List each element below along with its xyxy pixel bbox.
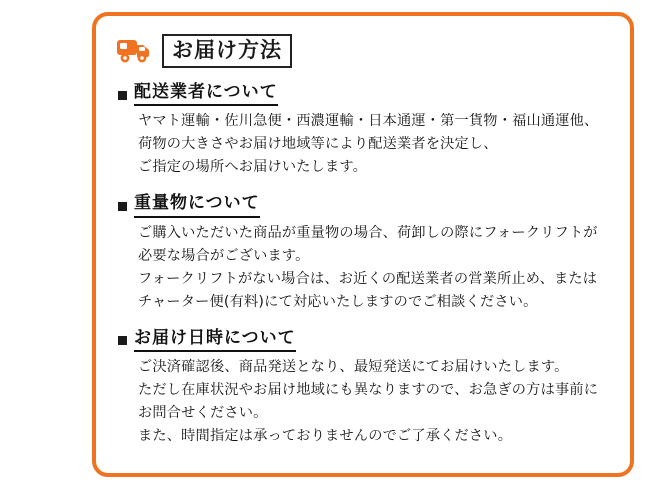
body-line: ご購入いただいた商品が重量物の場合、荷卸しの際にフォークリフトが: [138, 224, 598, 241]
section-heading-row: [118, 193, 614, 217]
section-heading: お届け日時について: [134, 328, 296, 352]
section-delivery-date: [116, 328, 614, 448]
body-line: ご決済確認後、商品発送となり、最短発送にてお届けいたします。: [138, 358, 569, 375]
section-heavy-items: [116, 193, 614, 313]
card-title: お届け方法: [162, 34, 292, 67]
body-line: 荷物の大きさやお届け地域等により配送業者を決定し、: [138, 136, 498, 153]
card-inner: [116, 32, 614, 463]
body-line: 必要な場合がございます。: [138, 247, 310, 264]
section-heading: 重量物について: [134, 193, 260, 217]
bullet-square-icon: [118, 202, 127, 211]
delivery-info-card: [92, 12, 634, 477]
body-line: チャーター便(有料)にて対応いたしますのでご相談ください。: [138, 293, 538, 310]
section-heading-row: [118, 328, 614, 352]
card-header: [116, 32, 614, 70]
section-heading: 配送業者について: [134, 82, 278, 106]
bullet-square-icon: [118, 336, 127, 345]
section-body: [138, 222, 614, 314]
body-line: フォークリフトがない場合は、お近くの配送業者の営業所止め、または: [138, 270, 598, 287]
body-line: お問合せください。: [138, 404, 268, 421]
body-line: ヤマト運輸・佐川急便・西濃運輸・日本通運・第一貨物・福山通運他、: [138, 113, 599, 130]
section-heading-row: [118, 82, 614, 106]
bullet-square-icon: [118, 91, 127, 100]
body-line: ただし在庫状況やお届け地域にも異なりますので、お急ぎの方は事前に: [138, 381, 599, 398]
section-body: [138, 110, 614, 179]
section-carriers: [116, 82, 614, 179]
delivery-truck-icon: [116, 36, 152, 66]
section-body: [138, 356, 614, 448]
body-line: ご指定の場所へお届けいたします。: [138, 159, 368, 176]
body-line: また、時間指定は承っておりませんのでご了承ください。: [138, 427, 513, 444]
